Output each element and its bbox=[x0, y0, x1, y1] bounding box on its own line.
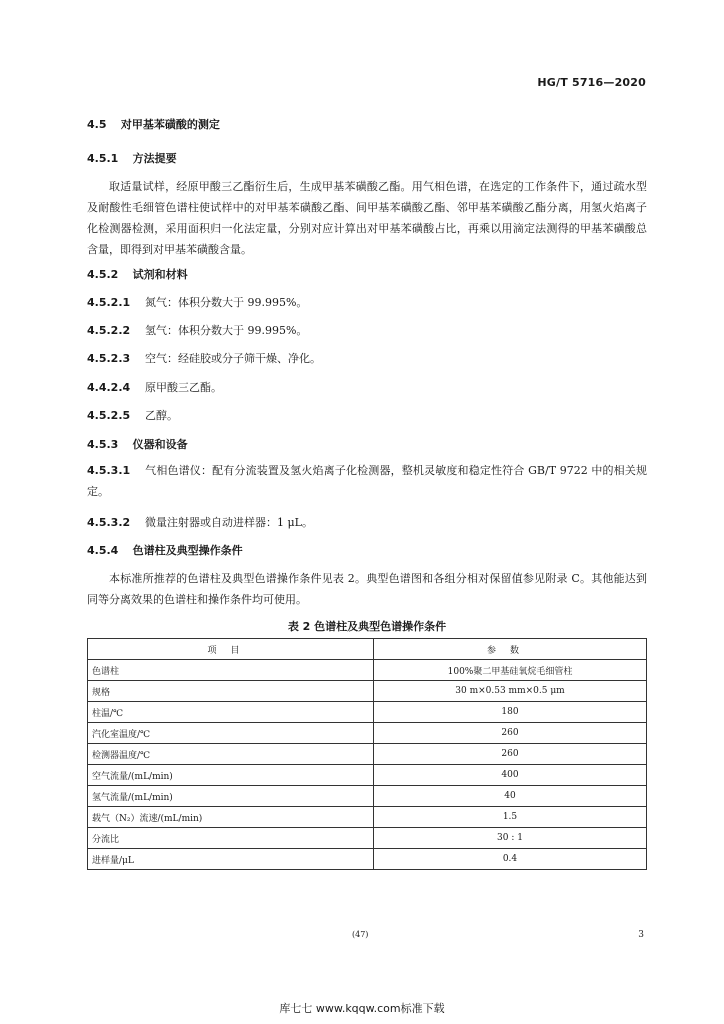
table-row bbox=[88, 765, 647, 786]
row-value: 30 : 1 bbox=[374, 828, 647, 849]
row-item: 柱温/℃ bbox=[88, 702, 374, 723]
section-4-5-3-heading: 4.5.3 仪器和设备 bbox=[87, 438, 188, 451]
section-4-5-1-heading: 4.5.1 方法提要 bbox=[87, 152, 177, 165]
list-item: 4.5.2.5 乙醇。 bbox=[87, 409, 178, 422]
header-item: 项目 bbox=[88, 639, 374, 660]
section-4-5-4-heading: 4.5.4 色谱柱及典型操作条件 bbox=[87, 544, 243, 557]
table-row bbox=[88, 849, 647, 870]
section-num: 4.5.1 bbox=[87, 152, 119, 165]
row-item: 分流比 bbox=[88, 828, 374, 849]
row-item: 检测器温度/℃ bbox=[88, 744, 374, 765]
list-item: 4.5.2.1 氮气：体积分数大于 99.995%。 bbox=[87, 296, 308, 309]
row-value: 1.5 bbox=[374, 807, 647, 828]
table-header-row bbox=[88, 639, 647, 660]
table-row bbox=[88, 660, 647, 681]
row-value: 100%聚二甲基硅氧烷毛细管柱 bbox=[374, 660, 647, 681]
page-number: 3 bbox=[638, 930, 644, 940]
header-parameter: 参数 bbox=[374, 639, 647, 660]
table-row bbox=[88, 744, 647, 765]
chromatography-conditions-table bbox=[87, 638, 647, 870]
row-item: 空气流量/(mL/min) bbox=[88, 765, 374, 786]
row-item: 汽化室温度/℃ bbox=[88, 723, 374, 744]
table-row bbox=[88, 828, 647, 849]
row-item: 进样量/μL bbox=[88, 849, 374, 870]
row-value: 180 bbox=[374, 702, 647, 723]
column-conditions-paragraph: 本标准所推荐的色谱柱及典型色谱操作条件见表 2。典型色谱图和各组分相对保留值参见附录 C。其他能达到同等分离效果的色谱柱和操作条件均可使用。 bbox=[87, 572, 647, 606]
row-value: 0.4 bbox=[374, 849, 647, 870]
row-item: 规格 bbox=[88, 681, 374, 702]
section-4-5-heading: 4.5 对甲基苯磺酸的测定 bbox=[87, 118, 220, 131]
row-value: 260 bbox=[374, 744, 647, 765]
table-row bbox=[88, 807, 647, 828]
list-item: 4.4.2.4 原甲酸三乙酯。 bbox=[87, 381, 222, 394]
table-row bbox=[88, 786, 647, 807]
table-row bbox=[88, 723, 647, 744]
table-caption: 表 2 色谱柱及典型色谱操作条件 bbox=[287, 620, 447, 633]
row-value: 30 m×0.53 mm×0.5 μm bbox=[374, 681, 647, 702]
list-item: 4.5.3.1 气相色谱仪：配有分流装置及氢火焰离子化检测器，整机灵敏度和稳定性符合 GB/T 9722 中的相关规定。 bbox=[87, 464, 647, 498]
page-number-center: (47) bbox=[352, 930, 369, 939]
row-value: 260 bbox=[374, 723, 647, 744]
list-item: 4.5.3.2 微量注射器或自动进样器：1 μL。 bbox=[87, 516, 313, 529]
list-item: 4.5.2.3 空气：经硅胶或分子筛干燥、净化。 bbox=[87, 352, 321, 365]
row-item: 氢气流量/(mL/min) bbox=[88, 786, 374, 807]
list-item: 4.5.2.2 氢气：体积分数大于 99.995%。 bbox=[87, 324, 308, 337]
method-summary-paragraph: 取适量试样，经原甲酸三乙酯衍生后，生成甲基苯磺酸乙酯。用气相色谱，在选定的工作条件下，通过疏水型及耐酸性毛细管色谱柱使试样中的对甲基苯磺酸乙酯、间甲基苯磺酸乙酯、邻甲基苯磺酸乙酯分离，用氢火焰离子化检测器检测，采用面积归一化法定量，分别对应计算出对甲基苯磺酸占比，再乘以用滴定法测得的甲基苯磺酸总含量，即得到对甲基苯磺酸含量。 bbox=[87, 180, 647, 256]
table-row bbox=[88, 702, 647, 723]
row-item: 载气（N₂）流速/(mL/min) bbox=[88, 807, 374, 828]
row-item: 色谱柱 bbox=[88, 660, 374, 681]
row-value: 400 bbox=[374, 765, 647, 786]
standard-number: HG/T 5716—2020 bbox=[537, 76, 646, 89]
section-4-5-2-heading: 4.5.2 试剂和材料 bbox=[87, 268, 188, 281]
table-row bbox=[88, 681, 647, 702]
row-value: 40 bbox=[374, 786, 647, 807]
watermark-text: 库七七 www.kqqw.com标准下载 bbox=[279, 1002, 445, 1015]
